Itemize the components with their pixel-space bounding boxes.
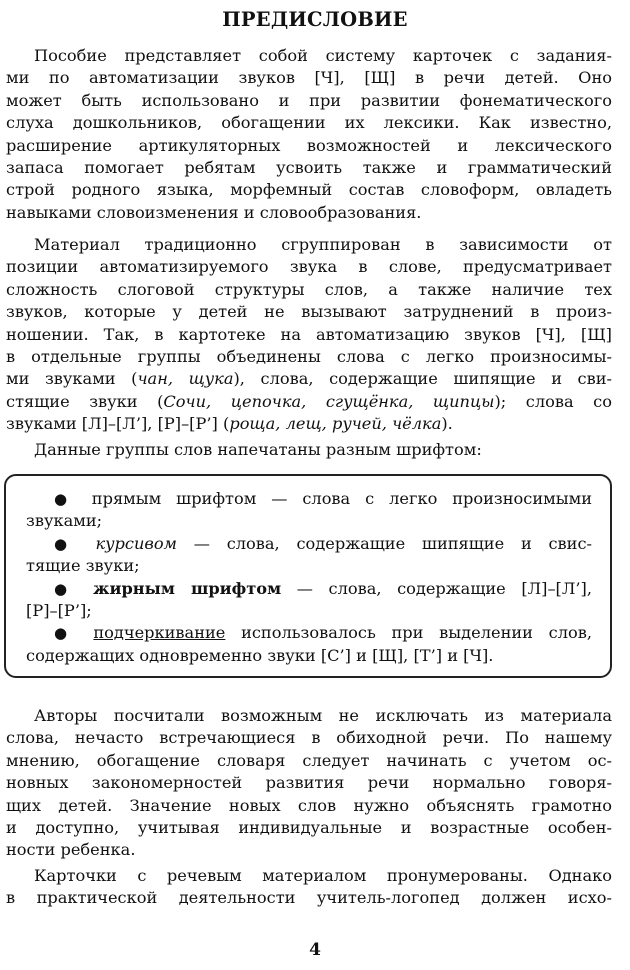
italic-examples: чан, щука [137, 369, 234, 389]
text-line: в отдельные группы объединены слова с легко произносимы- [6, 347, 612, 367]
text-line: позиции автоматизируемого звука в слове, предусматривает [6, 257, 612, 277]
bullet-icon: ● [54, 490, 77, 508]
text-line: слова, нечасто встречающиеся в обиходной речи. По нашему [6, 728, 612, 748]
list-item: ● прямым шрифтом — слова с легко произносимыми [54, 489, 592, 508]
page-title: ПРЕДИСЛОВИЕ [222, 8, 408, 31]
text-line: звуками; [26, 511, 103, 531]
text-line: запаса помогает ребятам усвоить также и грамматический [6, 158, 612, 178]
text-line: Пособие представляет собой систему карточек с задания- [34, 46, 612, 65]
bullet-icon: ● [54, 534, 79, 553]
text-line: слуха дошкольников, обогащении их лексики. Как известно, [6, 113, 612, 133]
text-line: новных закономерностей развития речи нормально говоря- [6, 773, 612, 793]
legend-box [4, 474, 612, 678]
text-line: расширение артикуляторных возможностей и лексического [6, 135, 612, 155]
text-line: щих детей. Значение новых слов нужно объяснять грамотно [6, 795, 612, 815]
paragraph-material [6, 234, 612, 436]
paragraph-fonts-intro [6, 439, 612, 461]
text-line: ми по автоматизации звуков [Ч], [Щ] в речи детей. Оно [6, 68, 612, 88]
text-line: звуков, которые у детей не вызывают затруднений в произ- [6, 302, 612, 322]
paragraph-intro [6, 45, 612, 224]
text-line: навыками словоизменения и словообразования. [6, 202, 422, 222]
text-line: стящие звуки (Сочи, цепочка, сгущёнка, щипцы); слова со [6, 391, 612, 411]
text-line: сложность слоговой структуры слов, а также наличие тех [6, 279, 612, 299]
text-line: строй родного языка, морфемный состав словоформ, овладеть [6, 180, 612, 200]
text-line: Материал традиционно сгруппирован в зависимости от [34, 235, 612, 254]
text-line: [Р]–[Р’]; [26, 601, 92, 621]
legend-list [26, 488, 592, 667]
text-line: ми звуками (чан, щука), слова, содержащие шипящие и сви- [6, 369, 612, 389]
text-line: Данные группы слов напечатаны разным шрифтом: [34, 440, 482, 459]
list-item: ● курсивом — слова, содержащие шипящие и свис- [54, 533, 592, 553]
text-line: звуками [Л]–[Л’], [Р]–[Р’] (роща, лещ, ручей, чёлка). [6, 414, 453, 434]
list-item: ● подчеркивание использовалось при выделении слов, [54, 623, 592, 643]
paragraph-cards [6, 865, 612, 910]
italic-examples: Сочи, цепочка, сгущёнка, щипцы [163, 391, 495, 411]
bullet-icon: ● [54, 579, 78, 598]
bullet-icon: ● [54, 624, 78, 643]
text-line: может быть использовано и при развитии фонематического [6, 90, 612, 110]
text-line: в практической деятельности учитель-логопед должен исхо- [6, 888, 612, 908]
page-number: 4 [309, 940, 321, 960]
text-line: тящие звуки; [26, 556, 140, 576]
text-line: Авторы посчитали возможным не исключать из материала [34, 706, 612, 725]
paragraph-authors [6, 705, 612, 862]
text-line: содержащих одновременно звуки [С’] и [Щ], [Т’] и [Ч]. [26, 645, 494, 665]
list-item: ● жирным шрифтом — слова, содержащие [Л]–[Л’], [54, 578, 592, 598]
text-line: мнению, обогащение словаря следует начинать с учетом ос- [6, 750, 612, 770]
text-line: и доступно, учитывая индивидуальные и возрастные особен- [6, 818, 612, 838]
text-line: Карточки с речевым материалом пронумерованы. Однако [34, 866, 612, 885]
text-line: ношении. Так, в картотеке на автоматизацию звуков [Ч], [Щ] [6, 324, 612, 344]
italic-examples: роща, лещ, ручей, чёлка [229, 414, 442, 434]
text-line: ности ребенка. [6, 840, 136, 860]
